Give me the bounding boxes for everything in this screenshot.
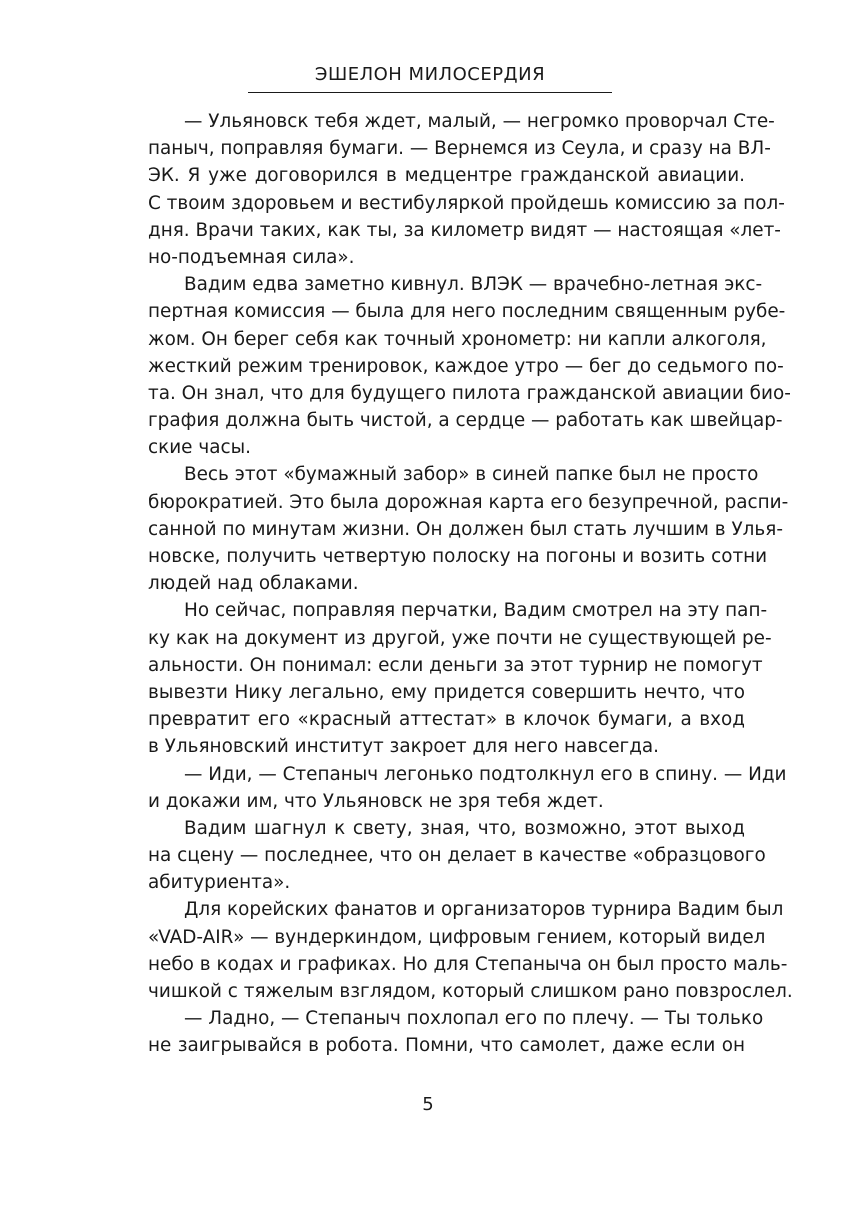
text-line: паныч, поправляя бумаги. — Вернемся из Сеула, и сразу на ВЛ- [148, 138, 771, 160]
text-line: альности. Он понимал: если деньги за этот турнир не помогут [148, 654, 763, 676]
text-line: людей над облаками. [148, 573, 359, 595]
text-line: Вадим едва заметно кивнул. ВЛЭК — врачебно-летная экс- [184, 274, 763, 296]
text-line: ЭК. Я уже договорился в медцентре гражданской авиации. [148, 165, 745, 187]
text-line: ку как на документ из другой, уже почти не существующей ре- [148, 627, 772, 649]
text-line: — Иди, — Степаныч легонько подтолкнул его в спину. — Иди [184, 763, 787, 785]
text-line: на сцену — последнее, что он делает в качестве «образцового [148, 845, 766, 867]
text-line: пертная комиссия — была для него последним священным рубе- [148, 301, 786, 323]
text-line: в Ульяновский институт закроет для него навсегда. [148, 736, 660, 758]
text-line: жом. Он берег себя как точный хронометр: ни капли алкоголя, [148, 328, 767, 350]
running-header: ЭШЕЛОН МИЛОСЕРДИЯ [314, 64, 546, 85]
text-line: ские часы. [148, 437, 251, 459]
text-line: графия должна быть чистой, а сердце — работать как швейцар- [148, 410, 783, 432]
text-line: Вадим шагнул к свету, зная, что, возможно, этот выход [184, 817, 745, 839]
text-line: небо в кодах и графиках. Но для Степаныча он был просто маль- [148, 953, 788, 975]
text-line: — Ульяновск тебя ждет, малый, — негромко проворчал Сте- [184, 111, 775, 132]
paragraph [148, 761, 787, 815]
paragraph [148, 271, 791, 461]
paragraph [148, 896, 793, 1005]
text-line: абитуриента». [148, 872, 291, 894]
text-line: жесткий режим тренировок, каждое утро — бег до седьмого по- [148, 355, 784, 377]
text-line: та. Он знал, что для будущего пилота гражданской авиации био- [148, 382, 791, 404]
paragraph [148, 108, 785, 271]
text-line: «VAD-AIR» — вундеркиндом, цифровым гением, который видел [148, 926, 766, 948]
text-line: превратит его «красный аттестат» в клочок бумаги, а вход [148, 709, 745, 731]
text-line: дня. Врачи таких, как ты, за километр видят — настоящая «лет- [148, 219, 781, 241]
paragraph [148, 815, 766, 897]
text-line: вывезти Нику легально, ему придется совершить нечто, что [148, 681, 745, 703]
text-line: новске, получить четвертую полоску на погоны и возить сотни [148, 546, 768, 567]
body-text [148, 108, 793, 1060]
text-line: и докажи им, что Ульяновск не зря тебя ждет. [148, 790, 604, 812]
text-line: но-подъемная сила». [148, 246, 355, 268]
text-line: не заигрывайся в робота. Помни, что самолет, даже если он [148, 1035, 745, 1057]
text-line: санной по минутам жизни. Он должен был стать лучшим в Улья- [148, 518, 783, 540]
header-rule [248, 92, 612, 93]
text-line: Весь этот «бумажный забор» в синей папке был не просто [184, 464, 759, 486]
paragraph [148, 461, 789, 597]
text-line: Для корейских фанатов и организаторов турнира Вадим был [184, 899, 784, 921]
paragraph [148, 1005, 764, 1059]
text-line: бюрократией. Это была дорожная карта его безупречной, распи- [148, 491, 789, 513]
page-number: 5 [422, 1094, 434, 1115]
text-line: С твоим здоровьем и вестибуляркой пройдешь комиссию за пол- [148, 192, 785, 214]
text-line: чишкой с тяжелым взглядом, который слишком рано повзрослел. [148, 981, 793, 1002]
text-line: — Ладно, — Степаныч похлопал его по плечу. — Ты только [184, 1008, 764, 1030]
paragraph [148, 597, 772, 760]
text-line: Но сейчас, поправляя перчатки, Вадим смотрел на эту пап- [184, 600, 768, 622]
